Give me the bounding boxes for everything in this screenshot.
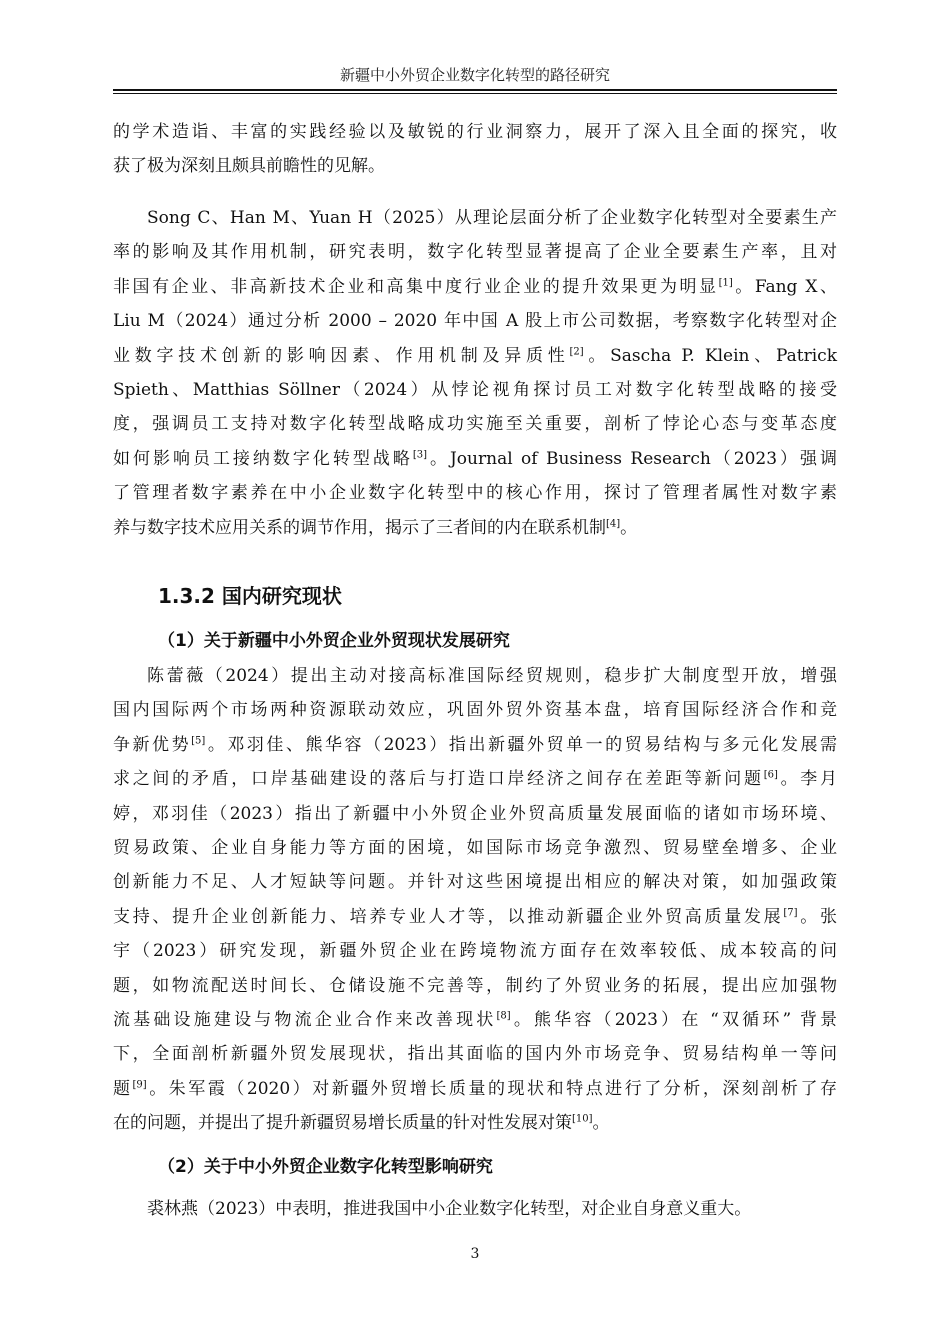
text-line: 创新能力不足、人才短缺等问题。并针对这些困境提出相应的解决对策，如加强政策 [113,872,837,893]
paragraph-domestic-research [113,659,837,1141]
text-line: Liu M（2024）通过分析 2000 – 2020 年中国 A 股上市公司数据，考察数字化转型对企 [113,311,837,332]
header-rule-thin [113,93,837,94]
paragraph-foreign-research [113,201,837,545]
citation: [3] [412,449,428,461]
text-line: Song C、Han M、Yuan H（2025）从理论层面分析了企业数字化转型对全要素生产 [147,208,837,228]
text-line: 支持、提升企业创新能力、培养专业人才等，以推动新疆企业外贸高质量发展[7]。张 [113,906,838,927]
text-line: 在的问题，并提出了提升新疆贸易增长质量的针对性发展对策[10]。 [113,1113,610,1134]
text-line: 了管理者数字素养在中小企业数字化转型中的核心作用，探讨了管理者属性对数字素 [113,483,837,504]
text-line: 宇（2023）研究发现，新疆外贸企业在跨境物流方面存在效率较低、成本较高的问 [113,941,837,962]
text-line: 获了极为深刻且颇具前瞻性的见解。 [113,156,385,177]
citation: [8] [496,1010,511,1022]
header-rule-thick [113,89,837,91]
subsection-heading-1: （1）关于新疆中小外贸企业外贸现状发展研究 [158,631,510,651]
citation: [2] [569,345,584,357]
text-line: 下，全面剖析新疆外贸发展现状，指出其面临的国内外市场竞争、贸易结构单一等问 [113,1044,837,1065]
running-header: 新疆中小外贸企业数字化转型的路径研究 [339,66,610,84]
text-line: 如何影响员工接纳数字化转型战略[3]。Journal of Business Research（2023）强调 [113,448,837,469]
text-line: 养与数字技术应用关系的调节作用，揭示了三者间的内在联系机制[4]。 [113,517,638,538]
text-line: 题，如物流配送时间长、仓储设施不完善等，制约了外贸业务的拓展，提出应加强物 [113,975,837,996]
text-line: 的学术造诣、丰富的实践经验以及敏锐的行业洞察力，展开了深入且全面的探究，收 [113,122,837,142]
text-line: 度，强调员工支持对数字化转型战略成功实施至关重要，剖析了悖论心态与变革态度 [113,414,837,435]
citation: [4] [606,518,621,529]
text-line: 流基础设施建设与物流企业合作来改善现状[8]。熊华容（2023）在 “双循环” 背景 [113,1010,838,1031]
subsection-heading-2: （2）关于中小外贸企业数字化转型影响研究 [158,1157,493,1177]
text-line: 国内国际两个市场两种资源联动效应，巩固外贸外资基本盘，培育国际经济合作和竞 [113,700,837,721]
text-line: 贸易政策、企业自身能力等方面的困境，如国际市场竞争激烈、贸易壁垒增多、企业 [113,838,837,859]
text-line: 题[9]。朱军霞（2020）对新疆外贸增长质量的现状和特点进行了分析，深刻剖析了存 [113,1078,837,1099]
citation: [7] [783,907,798,919]
text-line: 非国有企业、非高新技术企业和高集中度行业企业的提升效果更为明显[1]。Fang X、 [113,276,838,297]
citation: [5] [191,735,206,747]
text-line: 率的影响及其作用机制，研究表明，数字化转型显著提高了企业全要素生产率，且对 [113,242,837,263]
text-line: 婷，邓羽佳（2023）指出了新疆中小外贸企业外贸高质量发展面临的诸如市场环境、 [113,803,837,824]
text-line: 陈蕾薇（2024）提出主动对接高标准国际经贸规则，稳步扩大制度型开放，增强 [147,666,837,686]
citation: [10] [572,1113,593,1125]
paragraph-continuation [113,115,837,184]
text-line: 求之间的矛盾，口岸基础建设的落后与打造口岸经济之间存在差距等新问题[6]。李月 [113,769,838,790]
citation: [6] [763,769,778,781]
citation: [9] [132,1079,147,1091]
paragraph-last [113,1192,837,1226]
page-number: 3 [470,1246,480,1262]
citation: [1] [718,277,733,289]
text-line: 裘林燕（2023）中表明，推进我国中小企业数字化转型，对企业自身意义重大。 [147,1199,752,1219]
section-heading: 1.3.2 国内研究现状 [158,584,342,608]
text-line: 业数字技术创新的影响因素、作用机制及异质性[2]。Sascha P. Klein、Patrick [113,345,838,366]
text-line: Spieth、Matthias Söllner（2024）从悖论视角探讨员工对数字化转型战略的接受 [113,380,837,401]
text-line: 争新优势[5]。邓羽佳、熊华容（2023）指出新疆外贸单一的贸易结构与多元化发展需 [113,734,838,755]
